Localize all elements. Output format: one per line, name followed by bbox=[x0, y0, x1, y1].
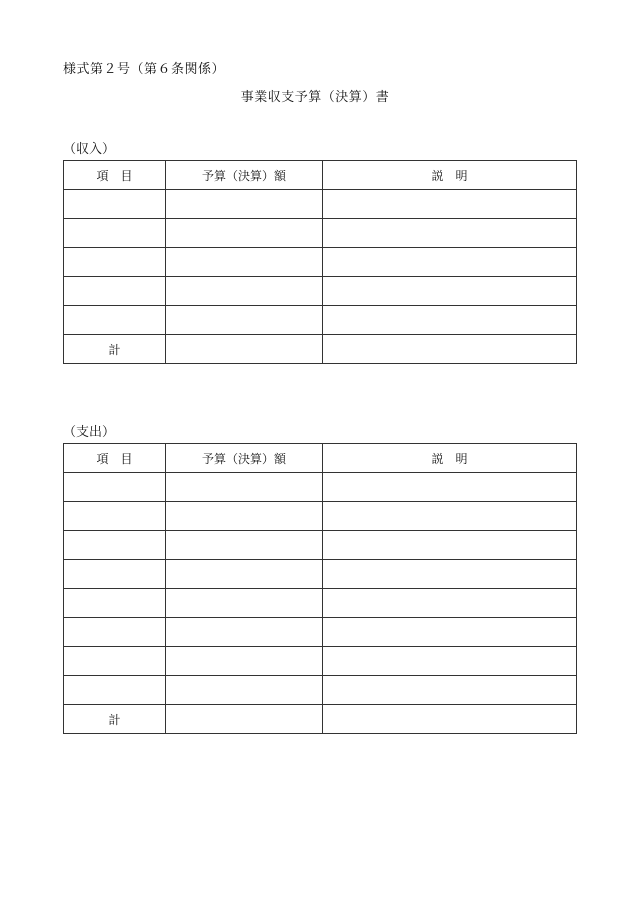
income-table-row bbox=[64, 248, 577, 277]
expense-header-row bbox=[64, 444, 577, 473]
expense-item-cell[interactable] bbox=[64, 502, 166, 531]
income-description-cell[interactable] bbox=[323, 219, 577, 248]
form-number: 様式第２号（第６条関係） bbox=[63, 62, 226, 77]
income-table-row bbox=[64, 219, 577, 248]
expense-col-description-header: 説 明 bbox=[323, 444, 577, 473]
expense-table-row bbox=[64, 618, 577, 647]
expense-section-label: （支出） bbox=[63, 425, 116, 440]
expense-col-item-header: 項 目 bbox=[64, 444, 166, 473]
expense-table-row bbox=[64, 560, 577, 589]
expense-description-cell[interactable] bbox=[323, 560, 577, 589]
income-amount-cell[interactable] bbox=[166, 190, 323, 219]
expense-description-cell[interactable] bbox=[323, 676, 577, 705]
expense-item-cell[interactable] bbox=[64, 676, 166, 705]
expense-amount-cell[interactable] bbox=[166, 618, 323, 647]
income-total-description-cell[interactable] bbox=[323, 335, 577, 364]
income-item-cell[interactable] bbox=[64, 190, 166, 219]
expense-table-row bbox=[64, 589, 577, 618]
expense-table-row bbox=[64, 676, 577, 705]
expense-table bbox=[63, 443, 577, 734]
income-col-description-header: 説 明 bbox=[323, 161, 577, 190]
expense-table-body bbox=[64, 473, 577, 734]
income-description-cell[interactable] bbox=[323, 190, 577, 219]
expense-description-cell[interactable] bbox=[323, 531, 577, 560]
income-item-cell[interactable] bbox=[64, 306, 166, 335]
expense-amount-cell[interactable] bbox=[166, 676, 323, 705]
income-col-amount-header: 予算（決算）額 bbox=[166, 161, 323, 190]
income-total-amount-cell[interactable] bbox=[166, 335, 323, 364]
expense-description-cell[interactable] bbox=[323, 589, 577, 618]
income-table-row bbox=[64, 277, 577, 306]
expense-amount-cell[interactable] bbox=[166, 502, 323, 531]
expense-amount-cell[interactable] bbox=[166, 647, 323, 676]
expense-description-cell[interactable] bbox=[323, 473, 577, 502]
income-section-label: （収入） bbox=[63, 142, 116, 157]
income-amount-cell[interactable] bbox=[166, 248, 323, 277]
income-description-cell[interactable] bbox=[323, 277, 577, 306]
income-col-item-header: 項 目 bbox=[64, 161, 166, 190]
income-item-cell[interactable] bbox=[64, 277, 166, 306]
expense-amount-cell[interactable] bbox=[166, 531, 323, 560]
expense-item-cell[interactable] bbox=[64, 589, 166, 618]
income-table-row bbox=[64, 306, 577, 335]
expense-amount-cell[interactable] bbox=[166, 473, 323, 502]
expense-total-label: 計 bbox=[64, 705, 166, 734]
income-item-cell[interactable] bbox=[64, 219, 166, 248]
income-total-label: 計 bbox=[64, 335, 166, 364]
expense-item-cell[interactable] bbox=[64, 647, 166, 676]
income-amount-cell[interactable] bbox=[166, 219, 323, 248]
expense-table-row bbox=[64, 531, 577, 560]
income-item-cell[interactable] bbox=[64, 248, 166, 277]
expense-description-cell[interactable] bbox=[323, 502, 577, 531]
expense-item-cell[interactable] bbox=[64, 531, 166, 560]
income-table-row bbox=[64, 190, 577, 219]
income-table bbox=[63, 160, 577, 364]
expense-item-cell[interactable] bbox=[64, 618, 166, 647]
expense-table-row bbox=[64, 473, 577, 502]
income-amount-cell[interactable] bbox=[166, 306, 323, 335]
expense-total-amount-cell[interactable] bbox=[166, 705, 323, 734]
expense-table-row bbox=[64, 647, 577, 676]
expense-total-description-cell[interactable] bbox=[323, 705, 577, 734]
income-header-row bbox=[64, 161, 577, 190]
income-description-cell[interactable] bbox=[323, 306, 577, 335]
expense-total-row bbox=[64, 705, 577, 734]
expense-amount-cell[interactable] bbox=[166, 560, 323, 589]
expense-item-cell[interactable] bbox=[64, 473, 166, 502]
document-title: 事業収支予算（決算）書 bbox=[240, 90, 390, 105]
expense-description-cell[interactable] bbox=[323, 618, 577, 647]
expense-table-row bbox=[64, 502, 577, 531]
expense-amount-cell[interactable] bbox=[166, 589, 323, 618]
income-amount-cell[interactable] bbox=[166, 277, 323, 306]
income-description-cell[interactable] bbox=[323, 248, 577, 277]
expense-description-cell[interactable] bbox=[323, 647, 577, 676]
income-total-row bbox=[64, 335, 577, 364]
expense-item-cell[interactable] bbox=[64, 560, 166, 589]
expense-col-amount-header: 予算（決算）額 bbox=[166, 444, 323, 473]
income-table-body bbox=[64, 190, 577, 364]
